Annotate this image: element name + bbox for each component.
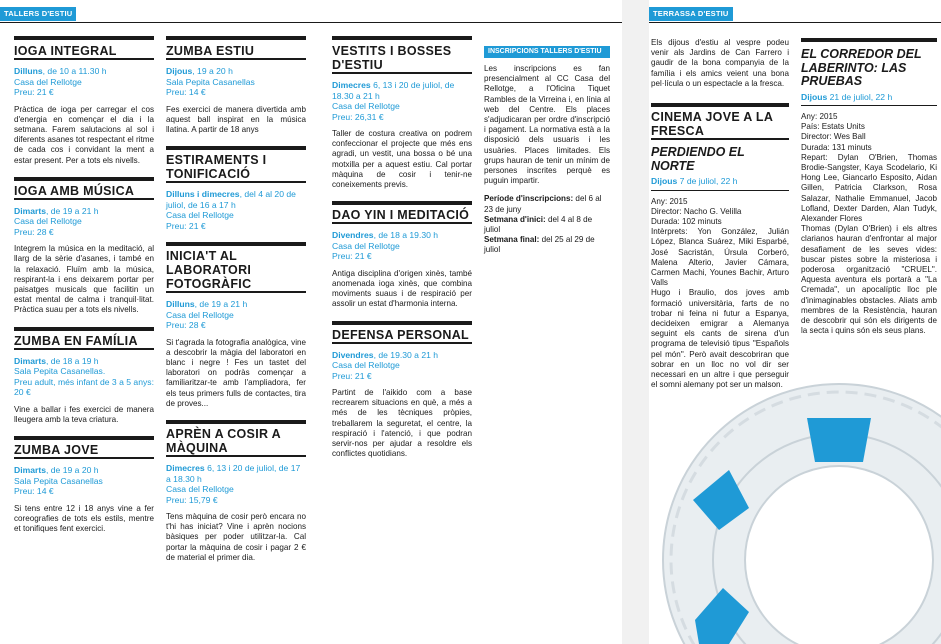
workshop-time: , de 18 a 19 h	[46, 355, 99, 366]
date-value: del 25 al 29 de juliol	[484, 235, 595, 255]
section-tag-tallers: TALLERS D'ESTIU	[0, 7, 76, 21]
workshop-price: Preu: 21 €	[14, 87, 54, 97]
workshop-time: , 19 a 20 h	[192, 66, 233, 76]
title-rule	[332, 72, 472, 74]
top-rule-right	[649, 22, 941, 23]
workshop-title: VESTITS I BOSSES D'ESTIU	[332, 44, 452, 72]
title-rule	[166, 455, 306, 457]
inscripcions-dates	[484, 194, 610, 255]
workshop-time: , de 19.30 a 21 h	[373, 349, 439, 360]
workshop-place: Casa del Rellotge	[332, 240, 400, 251]
workshop-block	[14, 327, 154, 425]
workshop-price: Preu: 28 €	[14, 226, 54, 237]
date-label: Període d'inscripcions:	[484, 194, 574, 204]
workshop-schedule	[332, 230, 472, 241]
date-label: Setmana d'inici:	[484, 214, 546, 224]
workshop-schedule	[14, 356, 154, 367]
workshop-title: ZUMBA JOVE	[14, 443, 99, 458]
workshop-description: Pràctica de ioga per carregar el cos d'energia en començar el dia i la setmana. Farem salutacions al sol i diferents asanes tot respectant el ritme de cada cos i convidant la ment a estar present. Per a tots els nivells.	[14, 104, 154, 165]
workshop-price: Preu: 14 €	[166, 87, 206, 97]
column-2	[166, 41, 306, 574]
workshop-place: Casa del Rellotge	[332, 101, 400, 111]
workshop-title: DAO YIN I MEDITACIÓ	[332, 208, 470, 223]
date-label: Setmana final:	[484, 235, 540, 245]
column-1	[14, 41, 154, 545]
workshop-time: , de 18 a 19.30 h	[373, 230, 439, 241]
workshop-block	[166, 420, 306, 563]
workshop-description: Partint de l'aikido com a base recrearem situacions en què, a més a més de les tècniques pròpies, treballarem la seguretat, el centre, la respiració i l'atenció, i que podran servir-nos per ajudar a resoldre els conflictes quotidians.	[332, 388, 472, 459]
workshop-time: , de 19 a 20 h	[46, 465, 99, 476]
inscripcions-tag: INSCRIPCIONS TALLERS D'ESTIU	[484, 46, 610, 58]
title-rule	[14, 58, 154, 60]
workshop-title: IOGA INTEGRAL	[14, 44, 117, 58]
terrassa-col-right	[801, 38, 937, 336]
date-value: del 4 al 8 de juliol	[484, 214, 593, 235]
workshop-place: Casa del Rellotge	[166, 210, 234, 221]
workshop-day: Dilluns	[166, 299, 195, 310]
title-rule	[166, 58, 306, 60]
workshop-description: Si tens entre 12 i 18 anys vine a fer coreografies de tots els estils, mentre et tonifiques fent exercici.	[14, 503, 154, 533]
workshop-day: Dimecres	[166, 463, 205, 474]
terrassa-col-left	[651, 38, 789, 401]
film2-text: Any: 2015 País: Estats Units Director: Wes Ball Durada: 131 minuts Repart: Dylan O'Brien, Thomas Brodie-Sangster, Kaya Scodelario, Ki Hong Lee, Giancarlo Esposito, Aidan Gillen, Patricia Clarkson, Rosa Salazar, Nathalie Emmanuel, Jacob Lofland, Dexter Darden, Alan Tudyk, Alexander Flores Thomas (Dylan O'Brien) i els altres clarianos hauran d'enfrontar al major desafiament de les seves vides: buscar pistes sobre la misteriosa i poderosa organització "CRUEL". Aquesta aventura els portarà a "La Cremada", un apocalíptic lloc ple d'inimaginables obstacles. Aliats amb membres de la Resistència, hauran de descobrir qui són els dirigents de la secta i quins són els seus plans.	[801, 112, 937, 336]
workshop-price: Preu: 14 €	[14, 486, 54, 497]
workshop-place: Casa del Rellotge	[166, 309, 234, 320]
workshop-day: Dilluns	[14, 66, 43, 76]
col1-rule	[14, 36, 154, 40]
film1-text: Any: 2015 Director: Nacho G. Velilla Durada: 102 minuts Intèrprets: Yon González, Julián López, Blanca Suárez, Miki Esparbé, José Sacristán, Úrsula Corberó, Malena Alterio, Javier Cámara, Carmen Machi, Younes Bachir, Arturo Valls Hugo i Braulio, dos joves amb formació universitària, farts de no trobar ni feina ni futur a Espanya, decideixen emigrar a Alemanya seguint els cants de sirena d'un programa de televisió tipus "Españols pel món". Però avait descobriran que sobrar en un lloc no vol dir ser necessari en un altre i que perseguir el somni alemany pot ser un malson.	[651, 196, 789, 390]
workshop-day: Dijous	[166, 66, 193, 76]
column-3	[332, 41, 472, 470]
cinema-title: CINEMA JOVE A LA FRESCA	[651, 110, 773, 139]
workshop-price: Preu: 15,79 €	[166, 494, 218, 505]
film2-time: 21 de juliol, 22 h	[827, 91, 893, 102]
title-rule	[14, 457, 154, 459]
workshop-description: Tens màquina de cosir però encara no t'hi has iniciat? Vine i aprèn nocions bàsiques per poder utilitzar-la. Cal portar la màquina de cosir i pagar 2 € de material el primer dia.	[166, 512, 306, 562]
workshop-time: , de 19 a 21 h	[194, 299, 248, 310]
workshop-time: , de 10 a 11.30 h	[42, 66, 107, 76]
workshop-schedule	[166, 189, 306, 210]
workshop-schedule	[14, 465, 154, 476]
workshop-day: Dilluns i dimecres	[166, 189, 240, 200]
workshop-title: INICIA'T AL LABORATORI FOTOGRÀFIC	[166, 249, 252, 292]
workshop-description: Antiga disciplina d'origen xinès, també anomenada ioga xinès, que combina moviments suaus i de respiració per assolir un estat d'harmonia interna.	[332, 268, 472, 309]
workshop-day: Divendres	[332, 349, 374, 360]
workshop-description: Taller de costura creativa on podrem confeccionar el projecte que més ens agradi, un vestit, una bossa o bé una motxilla per a aquest estiu. Cal portar màquina de cosir i tenir-ne coneixements previs.	[332, 129, 472, 190]
top-rule	[0, 22, 622, 23]
workshop-place: Sala Pepita Casanellas	[14, 475, 103, 486]
workshop-place: Casa del Rellotge	[14, 76, 82, 87]
cinema-rule-2	[651, 138, 789, 140]
inscripcions-box	[484, 46, 610, 256]
workshop-description: Si t'agrada la fotografia analògica, vine a descobrir la màgia del laboratori en blanc i negre ! Fes un tastet del laboratori on podràs començar a familiaritzar-te amb l'ampliadora, fer els teus primers fulls de contactes, tira de proves...	[166, 337, 306, 408]
title-rule	[14, 198, 154, 200]
col2-rule	[166, 36, 306, 40]
workshop-schedule	[332, 80, 472, 101]
workshop-price: Preu: 28 €	[166, 320, 206, 331]
workshop-title: ZUMBA EN FAMÍLIA	[14, 333, 138, 348]
section-tag-terrassa: TERRASSA D'ESTIU	[649, 7, 733, 21]
workshop-description: Fes exercici de manera divertida amb aquest ball inspirat en la música llatina. A partir de 18 anys	[166, 104, 306, 134]
workshop-block	[166, 242, 306, 409]
inscripcions-text: Les inscripcions es fan presencialment al CC Casa del Rellotge, a l'Oficina Tiquet Rambles de la Virreina i, en línia al web del Centre. Els places s'adjudicaran per ordre d'inscripció i pagament. La normativa està a la disposició dels usuaris i les usuàries. Places limitades. Els grups hauran de tenir un mínim de persones inscrites perquè es puguin impartir.	[484, 64, 610, 186]
workshop-schedule	[14, 66, 154, 77]
film2-rule	[801, 105, 937, 106]
workshop-time: 6, 13 i 20 de juliol, de 17 a 18.30 h	[166, 463, 301, 484]
title-rule	[166, 291, 306, 293]
workshop-block	[166, 41, 306, 135]
terrassa-panel	[649, 0, 941, 644]
title-rule	[332, 222, 472, 224]
workshop-day: Dimarts	[14, 465, 46, 476]
film2-when	[801, 92, 937, 103]
col3-rule	[332, 36, 472, 40]
workshop-block	[166, 146, 306, 231]
film2-day: Dijous	[801, 91, 828, 102]
workshop-price: Preu: 21 €	[166, 220, 206, 231]
workshop-title: DEFENSA PERSONAL	[332, 327, 469, 342]
workshop-block	[14, 436, 154, 534]
workshop-block	[14, 41, 154, 166]
workshop-price: Preu: 26,31 €	[332, 111, 384, 122]
workshop-title: ZUMBA ESTIU	[166, 44, 255, 58]
workshop-day: Dimarts	[14, 355, 46, 366]
workshop-block	[332, 41, 472, 190]
workshop-description: Integrem la música en la meditació, al llarg de la sèrie d'asanes, i també en la relaxació. Fluïm amb la música, respirant-la i ens deixarem portar per paisatges musicals que facilitin un estat mental de calma i tranquil·litat. Pràctica suau per a tots els nivells.	[14, 244, 154, 315]
workshop-title: APRÈN A COSIR A MÀQUINA	[166, 427, 281, 456]
workshop-day: Divendres	[332, 230, 374, 241]
title-rule	[14, 348, 154, 350]
workshop-time: , del 4 al 20 de juliol, de 16 a 17 h	[166, 189, 296, 210]
workshop-day: Dimarts	[14, 205, 46, 216]
workshop-time: 6, 13 i 20 de juliol, de 18.30 a 21 h	[332, 80, 455, 101]
workshop-block	[332, 201, 472, 309]
title-rule	[166, 181, 306, 183]
workshop-place: Sala Pepita Casanellas.	[14, 366, 106, 377]
film2-title: EL CORREDOR DEL LABERINTO: LAS PRUEBAS	[801, 47, 922, 88]
workshop-schedule	[166, 299, 306, 310]
workshop-block	[332, 321, 472, 460]
film2-top-rule	[801, 38, 937, 42]
film1-rule	[651, 190, 789, 191]
terrassa-intro: Els dijous d'estiu al vespre podeu venir als Jardins de Can Farrero i gaudir de la bona companyia de la família i els amics veient una bona pel·lícula o un espectacle a la fresca.	[651, 38, 789, 88]
film1-time: 7 de juliol, 22 h	[677, 176, 738, 187]
page-gutter	[622, 0, 649, 644]
workshop-place: Sala Pepita Casanellas	[166, 76, 255, 87]
workshop-place: Casa del Rellotge	[14, 216, 82, 227]
film1-title: PERDIENDO EL NORTE	[651, 145, 745, 173]
workshop-schedule	[166, 66, 306, 77]
workshop-description: Vine a ballar i fes exercici de manera lleugera amb la teva criatura.	[14, 404, 154, 424]
workshop-block	[14, 177, 154, 316]
workshop-price: Preu adult, més infant de 3 a 5 anys: 20 €	[14, 376, 154, 398]
workshop-price: Preu: 21 €	[332, 251, 372, 262]
workshop-price: Preu: 21 €	[332, 370, 372, 381]
workshop-schedule	[166, 463, 306, 484]
workshop-schedule	[332, 350, 472, 361]
cinema-block	[651, 103, 789, 390]
title-rule	[332, 342, 472, 344]
workshop-title: ESTIRAMENTS I TONIFICACIÓ	[166, 153, 267, 182]
workshop-schedule	[14, 206, 154, 217]
film1-day: Dijous	[651, 176, 678, 187]
workshop-day: Dimecres	[332, 80, 371, 90]
date-value: del 6 al 23 de juny	[484, 194, 602, 214]
workshop-place: Casa del Rellotge	[166, 484, 234, 495]
workshop-title: IOGA AMB MÚSICA	[14, 183, 135, 198]
film1-when	[651, 176, 789, 187]
workshop-time: , de 19 a 21 h	[46, 205, 99, 216]
workshop-place: Casa del Rellotge	[332, 360, 400, 371]
